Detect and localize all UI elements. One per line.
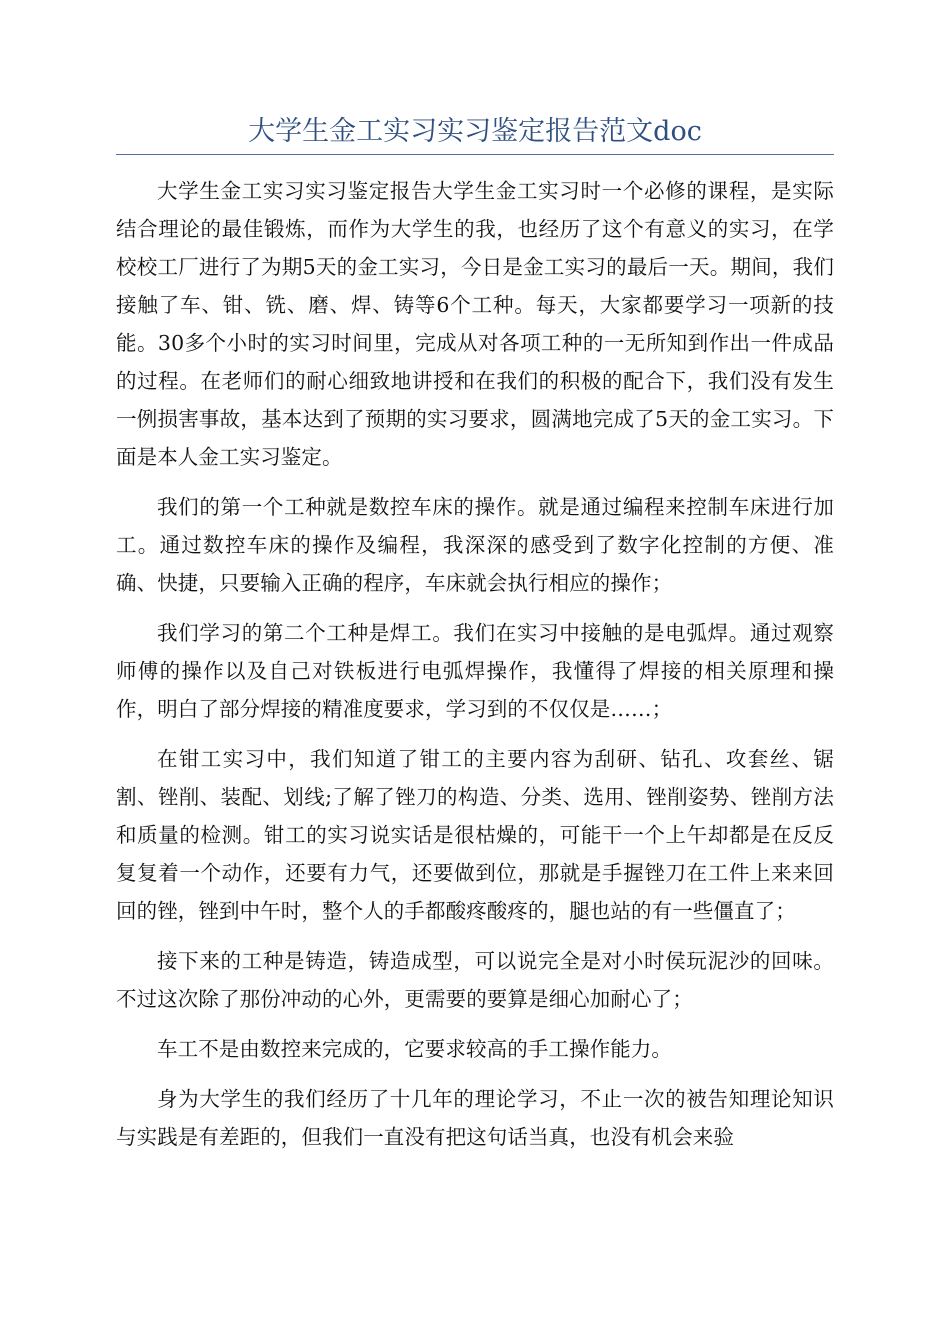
- document-body: [116, 172, 834, 1168]
- paragraph-reflection: 身为大学生的我们经历了十几年的理论学习，不止一次的被告知理论知识与实践是有差距的，但我们一直没有把这句话当真，也没有机会来验: [116, 1087, 834, 1149]
- paragraph-intro: 大学生金工实习实习鉴定报告大学生金工实习时一个必修的课程，是实际结合理论的最佳锻炼，而作为大学生的我，也经历了这个有意义的实习，在学校校工厂进行了为期5天的金工实习，今日是金工实习的最后一天。期间，我们接触了车、钳、铣、磨、焊、铸等6个工种。每天，大家都要学习一项新的技能。30多个小时的实习时间里，完成从对各项工种的一无所知到作出一件成品的过程。在老师们的耐心细致地讲授和在我们的积极的配合下，我们没有发生一例损害事故，基本达到了预期的实习要求，圆满地完成了5天的金工实习。下面是本人金工实习鉴定。: [116, 179, 834, 469]
- paragraph-turning: 车工不是由数控来完成的，它要求较高的手工操作能力。: [157, 1037, 672, 1061]
- document-title: 大学生金工实习实习鉴定报告范文doc: [248, 116, 702, 147]
- paragraph-casting: 接下来的工种是铸造，铸造成型，可以说完全是对小时侯玩泥沙的回味。不过这次除了那份冲动的心外，更需要的要算是细心加耐心了；: [116, 949, 834, 1011]
- paragraph-fitter: 在钳工实习中，我们知道了钳工的主要内容为刮研、钻孔、攻套丝、锯割、锉削、装配、划线;了解了锉刀的构造、分类、选用、锉削姿势、锉削方法和质量的检测。钳工的实习说实话是很枯燥的，可能干一个上午却都是在反反复复着一个动作，还要有力气，还要做到位，那就是手握锉刀在工件上来来回回的锉，锉到中午时，整个人的手都酸疼酸疼的，腿也站的有一些僵直了；: [116, 747, 834, 923]
- title-underline: [116, 154, 834, 155]
- paragraph-cnc-lathe: 我们的第一个工种就是数控车床的操作。就是通过编程来控制车床进行加工。通过数控车床的操作及编程，我深深的感受到了数字化控制的方便、准确、快捷，只要输入正确的程序，车床就会执行相应的操作；: [116, 495, 834, 595]
- paragraph-welding: 我们学习的第二个工种是焊工。我们在实习中接触的是电弧焊。通过观察师傅的操作以及自己对铁板进行电弧焊操作，我懂得了焊接的相关原理和操作，明白了部分焊接的精准度要求，学习到的不仅仅是……；: [116, 621, 834, 721]
